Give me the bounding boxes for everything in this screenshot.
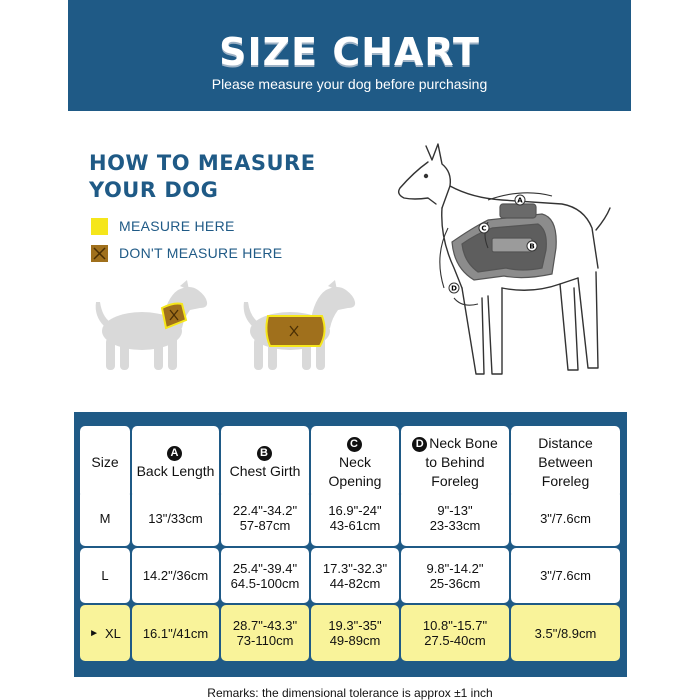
legend-measure-here: MEASURE HERE bbox=[91, 216, 235, 236]
header-neck-bone-to-behind-foreleg: D Neck Bone to Behind Foreleg bbox=[401, 426, 509, 498]
table-row-l-foreleg-distance: 3"/7.6cm bbox=[511, 548, 620, 603]
table-row-xl-size: ► XL bbox=[80, 605, 130, 661]
dog-neck-illustration-icon bbox=[90, 276, 212, 376]
size-table bbox=[74, 412, 627, 677]
remarks-text: Remarks: the dimensional tolerance is approx ±1 inch bbox=[207, 686, 493, 700]
table-row-l-back-length: 14.2"/36cm bbox=[132, 548, 219, 603]
table-row-xl-chest-girth: 28.7"-43.3" 73-110cm bbox=[221, 605, 309, 661]
pointer-arrow-icon: ► bbox=[89, 627, 99, 639]
yellow-swatch-icon bbox=[91, 218, 108, 235]
table-row-l-neck-bone: 9.8"-14.2" 25-36cm bbox=[401, 548, 509, 603]
marker-a: A bbox=[517, 196, 523, 205]
table-row-l-neck-opening: 17.3"-32.3" 44-82cm bbox=[311, 548, 399, 603]
table-row-m-foreleg-distance: 3"/7.6cm bbox=[511, 490, 620, 546]
badge-c-icon: C bbox=[347, 437, 362, 452]
table-row-xl-neck-opening: 19.3"-35" 49-89cm bbox=[311, 605, 399, 661]
table-row-l-chest-girth: 25.4"-39.4" 64.5-100cm bbox=[221, 548, 309, 603]
header-chest-girth: B Chest Girth bbox=[221, 426, 309, 498]
header-size: Size bbox=[80, 426, 130, 498]
table-row-m-back-length: 13"/33cm bbox=[132, 490, 219, 546]
badge-b-icon: B bbox=[257, 446, 272, 461]
dog-body-illustration-icon bbox=[238, 276, 360, 376]
table-row-xl-neck-bone: 10.8"-15.7" 27.5-40cm bbox=[401, 605, 509, 661]
table-row-m-neck-opening: 16.9"-24" 43-61cm bbox=[311, 490, 399, 546]
badge-d-icon: D bbox=[412, 437, 427, 452]
table-row-l-size: L bbox=[80, 548, 130, 603]
marker-c: C bbox=[481, 224, 487, 233]
badge-a-icon: A bbox=[167, 446, 182, 461]
legend-dont-measure-here: DON'T MEASURE HERE bbox=[91, 243, 282, 263]
header-banner bbox=[68, 0, 631, 111]
marker-b: B bbox=[529, 242, 535, 251]
dog-harness-diagram-icon bbox=[392, 138, 612, 383]
brown-cross-swatch-icon bbox=[91, 245, 108, 262]
marker-d: D bbox=[451, 284, 457, 293]
how-to-measure-title: HOW TO MEASURE YOUR DOG bbox=[89, 151, 316, 202]
page-title: SIZE CHART bbox=[219, 30, 480, 74]
header-distance-between-foreleg: Distance Between Foreleg bbox=[511, 426, 620, 498]
table-row-m-neck-bone: 9"-13" 23-33cm bbox=[401, 490, 509, 546]
page-subtitle: Please measure your dog before purchasing bbox=[211, 76, 488, 92]
header-back-length: A Back Length bbox=[132, 426, 219, 498]
header-neck-opening: C Neck Opening bbox=[311, 426, 399, 498]
table-row-xl-back-length: 16.1"/41cm bbox=[132, 605, 219, 661]
table-row-m-size: M bbox=[80, 490, 130, 546]
table-row-xl-foreleg-distance: 3.5"/8.9cm bbox=[511, 605, 620, 661]
table-row-m-chest-girth: 22.4"-34.2" 57-87cm bbox=[221, 490, 309, 546]
